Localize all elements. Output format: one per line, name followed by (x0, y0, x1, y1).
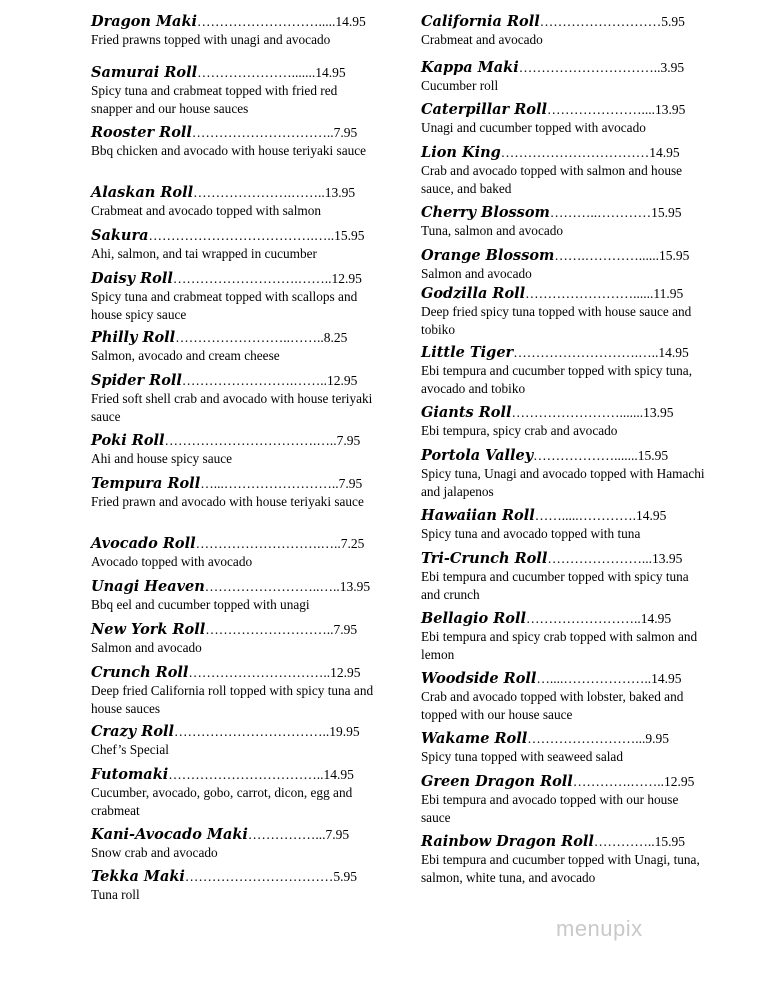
menu-item (421, 609, 711, 663)
menu-item (421, 446, 711, 500)
menu-item-description: Spicy tuna topped with seaweed salad (421, 749, 623, 764)
menu-item-description: Deep fried spicy tuna topped with house sauce and tobiko (421, 304, 692, 337)
dot-leader: ……………………………….….. (148, 228, 335, 243)
menu-item (421, 832, 711, 886)
menu-item-name: Sakura (91, 227, 149, 244)
menu-item-title-line (91, 474, 381, 493)
menu-item-title-line (91, 825, 381, 844)
menu-item-description: Spicy tuna and avocado topped with tuna (421, 526, 641, 541)
menu-item-title-line (421, 12, 711, 31)
menu-item (421, 772, 711, 826)
menu-item-description: Fried prawns topped with unagi and avocado (91, 32, 331, 47)
dot-leader: …….....…………. (534, 508, 636, 523)
menu-item (91, 534, 381, 571)
menu-item-price: 14.95 (635, 508, 667, 523)
menu-item-description: Fried prawn and avocado with house teriyaki sauce (91, 494, 364, 509)
menu-item-price: 19.95 (329, 724, 360, 739)
menu-item-title-line (91, 620, 381, 639)
menu-item-price: 13.95 (651, 551, 683, 566)
menu-item-title-line (91, 431, 381, 450)
menu-item-title-line (91, 765, 381, 784)
menu-item-price: 14.95 (315, 65, 346, 80)
menu-item-price: 7.95 (333, 125, 358, 140)
menu-item-description: Salmon, avocado and cream cheese (91, 348, 280, 363)
menu-item-description: Ebi tempura and avocado topped with our house sauce (421, 792, 679, 825)
menu-item-description: Ebi tempura, spicy crab and avocado (421, 423, 618, 438)
menu-item-name: Dragon Maki (91, 13, 198, 30)
dot-leader: ………………….... (546, 102, 655, 117)
menu-item-price: 15.95 (651, 205, 682, 220)
menu-item-price: 3.95 (660, 60, 685, 75)
menu-item-description: Bbq chicken and avocado with house teriyaki sauce (91, 143, 367, 158)
menu-item (421, 506, 711, 543)
menu-item-name: Daisy Roll (91, 270, 173, 287)
dot-leader: …………………………….. (174, 724, 330, 739)
menu-item-title-line (421, 506, 711, 525)
menu-item-name: Green Dragon Roll (421, 773, 573, 790)
menu-item-name: Poki Roll (91, 432, 165, 449)
dot-leader: …………………….…….. (181, 373, 328, 388)
menu-item (91, 620, 381, 657)
menu-item-price: 14.95 (640, 611, 672, 626)
menu-item-price: 8.25 (323, 330, 348, 345)
menu-item-name: Godzilla Roll (421, 285, 526, 302)
menu-item-title-line (91, 63, 381, 82)
menu-item (91, 226, 381, 263)
menu-item-title-line (421, 343, 711, 362)
dot-leader: ………..………… (549, 205, 652, 220)
menu-item (421, 403, 711, 440)
dot-leader: ………………………….. (191, 125, 334, 140)
menu-item-name: Little Tiger (421, 344, 514, 361)
menu-item (91, 123, 381, 160)
dot-leader: ………………………….. (188, 665, 331, 680)
menu-item (91, 577, 381, 614)
menu-item-title-line (91, 722, 381, 741)
menu-item-title-line (421, 669, 711, 688)
menu-item-name: Tekka Maki (91, 868, 185, 885)
menu-item-title-line (91, 226, 381, 245)
menu-item-price: 14.95 (658, 345, 689, 360)
menu-item-name: Spider Roll (91, 372, 182, 389)
menu-item-title-line (91, 867, 381, 886)
menu-item (91, 328, 381, 365)
menu-item-description: Spicy tuna and crabmeat topped with fried red snapper and our house sauces (91, 83, 338, 116)
menu-item (91, 269, 381, 323)
menu-item-name: Avocado Roll (91, 535, 196, 552)
dot-leader: ……………………….…….. (172, 271, 332, 286)
dot-leader: ………………………….. (518, 60, 661, 75)
menu-item-title-line (91, 534, 381, 553)
dot-leader: ………………....... (533, 448, 638, 463)
menu-item-price: 7.25 (340, 536, 365, 551)
menu-item-name: Cherry Blossom (421, 204, 550, 221)
dot-leader: …………………………….. (168, 767, 324, 782)
dot-leader: ………………………..... (197, 14, 336, 29)
menu-item-name: Bellagio Roll (421, 610, 526, 627)
menu-item-description: Cucumber, avocado, gobo, carrot, dicon, egg and crabmeat (91, 785, 353, 818)
menu-item-title-line (421, 609, 711, 628)
menu-item-price: 7.95 (336, 433, 361, 448)
menu-item-name: Wakame Roll (421, 730, 528, 747)
menu-item (91, 722, 381, 759)
menu-item-description: Tuna, salmon and avocado (421, 223, 564, 238)
menu-item-name: Unagi Heaven (91, 578, 205, 595)
menu-item-price: 13.95 (324, 185, 356, 200)
menu-item-title-line (91, 328, 381, 347)
menu-item-price: 14.95 (323, 767, 354, 782)
dot-leader: ……………………..…….. (175, 330, 324, 345)
menu-item-name: New York Roll (91, 621, 206, 638)
menu-item-price: 15.95 (659, 248, 690, 263)
menu-item-title-line (91, 371, 381, 390)
menupix-watermark: menupix (556, 916, 643, 941)
dot-leader: ……………………... (527, 731, 646, 746)
menu-item (421, 12, 711, 49)
menu-item-title-line (91, 183, 381, 202)
menu-item (91, 867, 381, 904)
dot-leader: ………….. (593, 834, 655, 849)
menu-item-title-line (91, 663, 381, 682)
dot-leader: …………………….. (526, 611, 641, 626)
dot-leader: ……………... (247, 827, 326, 842)
menu-item-name: Crazy Roll (91, 723, 175, 740)
dot-leader: …....……………….. (536, 671, 652, 686)
menu-item-price: 14.95 (651, 671, 682, 686)
menu-item-price: 14.95 (335, 14, 366, 29)
menu-item-price: 13.95 (339, 579, 371, 594)
menu-item-name: Kappa Maki (421, 59, 519, 76)
dot-leader: …...…………………….. (200, 476, 339, 491)
menu-item (421, 203, 711, 240)
dot-leader: ……………………...... (525, 286, 654, 301)
menu-item-price: 12.95 (327, 373, 358, 388)
menu-item-description: Ebi tempura and cucumber topped with spicy tuna and crunch (421, 569, 689, 602)
menu-item-name: Philly Roll (91, 329, 176, 346)
menu-item-price: 15.95 (637, 448, 669, 463)
menu-item-name: Tempura Roll (91, 475, 201, 492)
menu-item-title-line (421, 832, 711, 851)
menu-item-title-line (421, 729, 711, 748)
menu-item-name: Tri-Crunch Roll (421, 550, 548, 567)
menu-item-description: Spicy tuna and crabmeat topped with scallops and house spicy sauce (91, 289, 358, 322)
menu-item-name: Lion King (421, 144, 501, 161)
dot-leader: …………………………… (500, 145, 650, 160)
dot-leader: …………………... (547, 551, 652, 566)
dot-leader: …………………………….….. (164, 433, 337, 448)
menu-item-price: 13.95 (654, 102, 686, 117)
menu-item-title-line (91, 269, 381, 288)
menu-item (421, 246, 711, 283)
menu-item-title-line (421, 403, 711, 422)
menu-item (91, 371, 381, 425)
menu-item-price: 5.95 (333, 869, 358, 884)
menu-item (421, 343, 711, 397)
menu-item-name: Woodside Roll (421, 670, 537, 687)
dot-leader: …………………....... (197, 65, 316, 80)
menu-item (421, 669, 711, 723)
dot-leader: ……………………….. (205, 622, 334, 637)
menu-item (91, 183, 381, 220)
menu-item-price: 5.95 (661, 14, 685, 29)
menu-item-price: 9.95 (645, 731, 669, 746)
menu-item (421, 100, 711, 137)
menu-item-price: 12.95 (331, 271, 362, 286)
dot-leader: ……………………… (539, 14, 662, 29)
menu-item-description: Chef’s Special (91, 742, 169, 757)
menu-item-description: Crabmeat and avocado (421, 32, 543, 47)
menu-item (91, 663, 381, 717)
menu-item (421, 143, 711, 197)
menu-item (91, 63, 381, 117)
dot-leader: ………………….…….. (193, 185, 325, 200)
menu-item-price: 14.95 (649, 145, 680, 160)
menu-item-price: 15.95 (334, 228, 365, 243)
menu-item-description: Unagi and cucumber topped with avocado (421, 120, 646, 135)
menu-item (91, 765, 381, 819)
menu-item-title-line (421, 203, 711, 222)
menu-item-name: Hawaiian Roll (421, 507, 535, 524)
menu-item-description: Spicy tuna, Unagi and avocado topped with Hamachi and jalapenos (421, 466, 705, 499)
menu-item (421, 58, 711, 95)
menu-item-name: Futomaki (91, 766, 169, 783)
menu-item-title-line (91, 123, 381, 142)
menu-item-name: Kani-Avocado Maki (91, 826, 248, 843)
menu-item-price: 7.95 (338, 476, 363, 491)
menu-item-name: Orange Blossom (421, 247, 555, 264)
menu-item-description: Crab and avocado topped with lobster, baked and topped with our house sauce (421, 689, 684, 722)
menu-item-title-line (421, 284, 711, 303)
menu-item-description: Snow crab and avocado (91, 845, 218, 860)
menu-item-name: Caterpillar Roll (421, 101, 547, 118)
menu-item-title-line (421, 143, 711, 162)
menu-item-description: Ebi tempura and cucumber topped with spicy tuna, avocado and tobiko (421, 363, 693, 396)
menu-item (421, 549, 711, 603)
dot-leader: ……………………….….. (195, 536, 341, 551)
menu-item-price: 15.95 (654, 834, 686, 849)
menu-item-title-line (421, 446, 711, 465)
dot-leader: ……………………....... (511, 405, 644, 420)
menu-item-name: Samurai Roll (91, 64, 198, 81)
menu-item-price: 12.95 (330, 665, 361, 680)
menu-item-description: Fried soft shell crab and avocado with house teriyaki sauce (91, 391, 373, 424)
menu-item-description: Crabmeat and avocado topped with salmon (91, 203, 322, 218)
menu-item-description: Cucumber roll (421, 78, 499, 93)
menu-item-description: Crab and avocado topped with salmon and house sauce, and baked (421, 163, 683, 196)
menu-item-price: 7.95 (325, 827, 350, 842)
menu-item-price: 12.95 (663, 774, 695, 789)
menu-item-name: Rooster Roll (91, 124, 192, 141)
menu-item-title-line (421, 58, 711, 77)
menu-item-description: Salmon and avocado (421, 266, 532, 281)
menu-item-price: 7.95 (333, 622, 358, 637)
menu-item (91, 12, 381, 49)
menu-item (91, 825, 381, 862)
menu-item-description: Ahi and house spicy sauce (91, 451, 233, 466)
menu-item (421, 284, 711, 338)
menu-item-name: Alaskan Roll (91, 184, 194, 201)
menu-item-name: Rainbow Dragon Roll (421, 833, 594, 850)
menu-item-title-line (421, 772, 711, 791)
menu-item-title-line (421, 549, 711, 568)
menu-item-description: Ahi, salmon, and tai wrapped in cucumber (91, 246, 317, 261)
menu-item (91, 474, 381, 511)
menu-item-price: 13.95 (643, 405, 674, 420)
menu-item-description: Deep fried California roll topped with spicy tuna and house sauces (91, 683, 374, 716)
menu-item-name: Portola Valley (421, 447, 534, 464)
menu-item-name: Giants Roll (421, 404, 512, 421)
menu-item-description: Avocado topped with avocado (91, 554, 253, 569)
dot-leader: ……………………..….. (204, 579, 340, 594)
menu-item-title-line (421, 100, 711, 119)
menu-item (91, 431, 381, 468)
menu-item-price: 11.95 (653, 286, 684, 301)
menu-item-title-line (421, 246, 711, 265)
menu-item-description: Ebi tempura and cucumber topped with Unagi, tuna, salmon, white tuna, and avocado (421, 852, 700, 885)
dot-leader: …………………………… (184, 869, 334, 884)
menu-item-description: Salmon and avocado (91, 640, 202, 655)
menu-item-description: Bbq eel and cucumber topped with unagi (91, 597, 310, 612)
menu-item-name: California Roll (421, 13, 540, 30)
menu-item-description: Ebi tempura and spicy crab topped with salmon and lemon (421, 629, 698, 662)
dot-leader: …….…………...... (554, 248, 660, 263)
menu-item (421, 729, 711, 766)
dot-leader: ……………………….….. (513, 345, 659, 360)
menu-item-name: Crunch Roll (91, 664, 189, 681)
menu-item-title-line (91, 577, 381, 596)
menu-item-title-line (91, 12, 381, 31)
dot-leader: ………….…….. (572, 774, 664, 789)
menu-item-description: Tuna roll (91, 887, 140, 902)
